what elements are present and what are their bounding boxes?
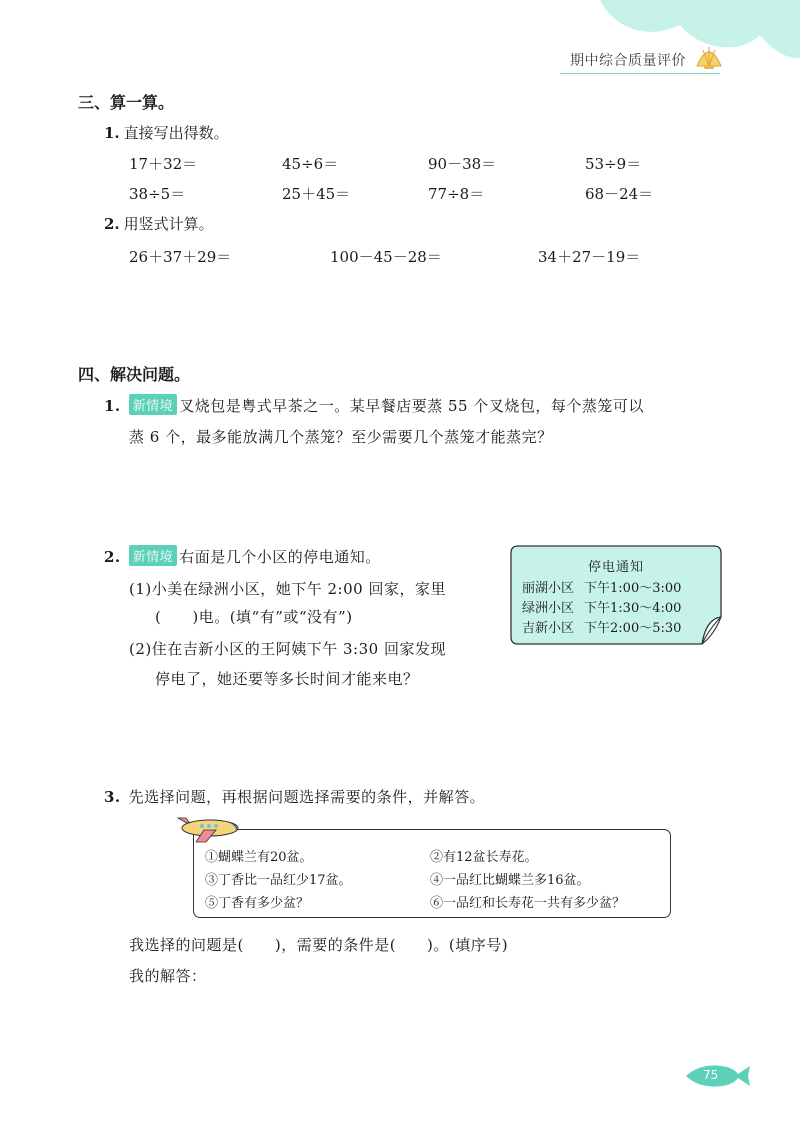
answer-label: 我的解答： [129, 967, 207, 985]
notice-row [522, 597, 681, 616]
header-title: 期中综合质量评价 [570, 53, 686, 69]
notice-row [522, 617, 681, 636]
notice-time: 下午1:30～4:00 [584, 601, 682, 616]
notice-area: 绿洲小区 [522, 601, 575, 616]
condition-item: ④一品红比蝴蝶兰多16盆。 [430, 873, 590, 888]
section-3-q1-label [104, 122, 229, 143]
new-context-tag: 新情境 [129, 394, 178, 415]
q2-text: 用竖式计算。 [123, 215, 214, 233]
vertical-calc-item: 100－45－28＝ [330, 248, 442, 266]
problem-2-intro [104, 545, 381, 567]
problem-2-part-2-line-2: 停电了，她还要等多长时间才能来电？ [155, 670, 419, 688]
notice-area: 丽湖小区 [522, 581, 575, 596]
notice-area: 吉新小区 [522, 621, 575, 636]
problem-1-text-1: 叉烧包是粤式早茶之一。某早餐店要蒸 55 个叉烧包，每个蒸笼可以 [179, 397, 644, 415]
q2-number: 2. [104, 215, 120, 233]
condition-item: ⑤丁香有多少盆？ [205, 896, 310, 911]
condition-item: ②有12盆长寿花。 [430, 850, 538, 865]
choice-line: 我选择的问题是( )，需要的条件是( )。(填序号) [129, 936, 509, 954]
problem-2-part-1-line-1: (1)小美在绿洲小区，她下午 2:00 回家，家里 [129, 580, 446, 598]
shell-icon [693, 42, 725, 72]
equation: 68－24＝ [585, 185, 654, 203]
cloud-decoration [0, 0, 800, 90]
section-3-title: 三、算一算。 [78, 93, 175, 112]
header-underline [560, 73, 720, 74]
problem-2-number: 2. [104, 548, 121, 566]
section-3-q2-label [104, 213, 214, 234]
problem-3-label [104, 786, 485, 807]
problem-2-part-2-line-1: (2)住在吉新小区的王阿姨下午 3:30 回家发现 [129, 640, 446, 658]
page-number: 75 [703, 1068, 719, 1082]
notice-time: 下午1:00～3:00 [584, 581, 682, 596]
q1-number: 1. [104, 124, 120, 142]
new-context-tag: 新情境 [129, 545, 178, 566]
condition-item: ①蝴蝶兰有20盆。 [205, 850, 313, 865]
equation: 25＋45＝ [282, 185, 351, 203]
q1-text: 直接写出得数。 [123, 124, 229, 142]
problem-1-line-2: 蒸 6 个，最多能放满几个蒸笼？至少需要几个蒸笼才能蒸完？ [129, 428, 553, 446]
problem-1-line-1 [104, 394, 644, 416]
notice-title: 停电通知 [587, 560, 644, 575]
equation: 53÷9＝ [585, 155, 642, 173]
problem-1-number: 1. [104, 397, 121, 415]
equation: 45÷6＝ [282, 155, 339, 173]
power-outage-notice [510, 545, 722, 645]
problem-2-part-1-line-2: ( )电。(填“有”或“没有”) [155, 608, 353, 626]
problem-3-text: 先选择问题，再根据问题选择需要的条件，并解答。 [128, 788, 486, 806]
problem-2-intro-text: 右面是几个小区的停电通知。 [179, 548, 381, 566]
vertical-calc-item: 26＋37＋29＝ [129, 248, 232, 266]
equation: 38÷5＝ [129, 185, 186, 203]
problem-3-number: 3. [104, 788, 121, 806]
equation: 17＋32＝ [129, 155, 198, 173]
vertical-calc-item: 34＋27－19＝ [538, 248, 641, 266]
section-4-title: 四、解决问题。 [78, 365, 191, 384]
notice-time: 下午2:00～5:30 [584, 621, 682, 636]
condition-item: ⑥一品红和长寿花一共有多少盆？ [430, 896, 626, 911]
notice-row [522, 577, 681, 596]
airplane-icon [176, 812, 240, 844]
equation: 90－38＝ [428, 155, 497, 173]
equation: 77÷8＝ [428, 185, 485, 203]
condition-item: ③丁香比一品红少17盆。 [205, 873, 352, 888]
